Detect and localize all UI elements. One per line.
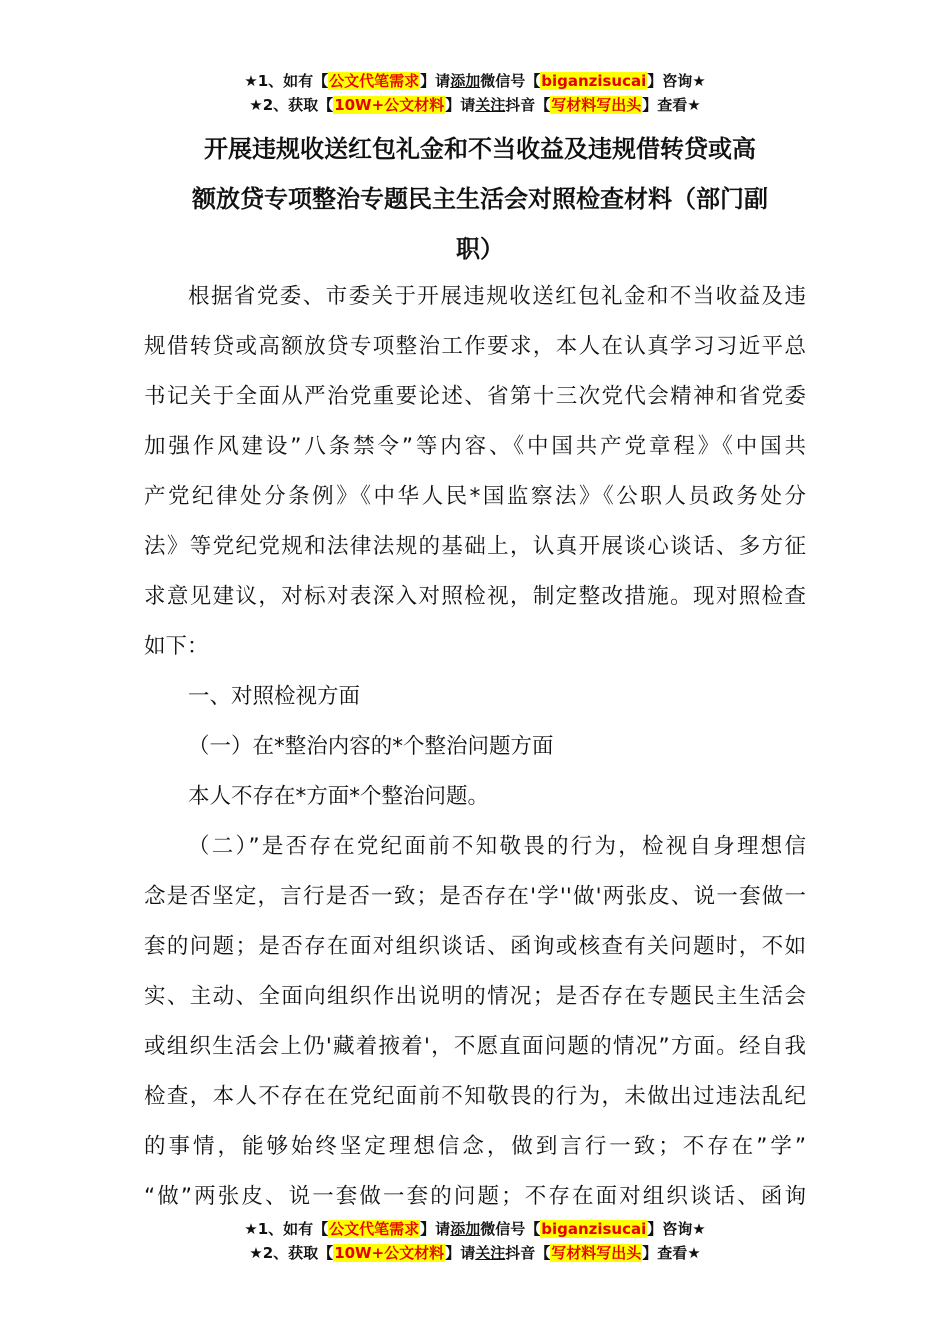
- banner-text: 】请: [420, 1220, 451, 1238]
- banner-text: 抖音【: [505, 96, 551, 114]
- section-heading: 一、对照检视方面: [188, 684, 361, 709]
- banner-text: 】请: [420, 72, 451, 90]
- banner-underlined: 添加: [450, 72, 481, 90]
- body-line: 实、主动、全面向组织作出说明的情况；是否存在专题民主生活会: [144, 984, 806, 1009]
- banner-highlight: 10W+公文材料: [334, 96, 445, 114]
- banner-highlight: 写材料写出头: [551, 96, 642, 114]
- title-line: 额放贷专项整治专题民主生活会对照检查材料（部门副: [192, 185, 768, 213]
- document-title: [165, 124, 795, 274]
- body-line: 求意见建议，对标对表深入对照检视，制定整改措施。现对照检查: [144, 584, 806, 609]
- banner-text: 】咨询★: [647, 72, 706, 90]
- banner-line-2: [0, 93, 950, 117]
- body-line: 书记关于全面从严治党重要论述、省第十三次党代会精神和省党委: [144, 384, 806, 409]
- body-line: 规借转贷或高额放贷专项整治工作要求，本人在认真学习习近平总: [144, 334, 806, 359]
- banner-text: 】查看★: [642, 96, 701, 114]
- header-banner: [0, 69, 950, 117]
- body-line: 念是否坚定，言行是否一致；是否存在'学''做'两张皮、说一套做一: [144, 884, 806, 909]
- banner-text: 】请: [445, 96, 476, 114]
- footer-banner: [0, 1217, 950, 1265]
- banner-text: ★1、如有【: [244, 72, 329, 90]
- banner-line-1: [0, 69, 950, 93]
- banner-underlined: 关注: [475, 96, 506, 114]
- banner-text: 抖音【: [505, 1244, 551, 1262]
- body-line: 检查，本人不存在在党纪面前不知敬畏的行为，未做出过违法乱纪: [144, 1084, 806, 1109]
- banner-text: 】请: [445, 1244, 476, 1262]
- banner-highlight: 写材料写出头: [551, 1244, 642, 1262]
- banner-text: 微信号【: [480, 72, 541, 90]
- body-line: 套的问题；是否存在面对组织谈话、函询或核查有关问题时，不如: [144, 934, 806, 959]
- banner-highlight: 10W+公文材料: [334, 1244, 445, 1262]
- banner-line-2: [0, 1241, 950, 1265]
- banner-highlight: 公文代笔需求: [329, 1220, 420, 1238]
- banner-text: 】咨询★: [647, 1220, 706, 1238]
- banner-text: ★2、获取【: [249, 96, 334, 114]
- banner-text: ★1、如有【: [244, 1220, 329, 1238]
- body-line: 根据省党委、市委关于开展违规收送红包礼金和不当收益及违: [188, 284, 806, 309]
- document-body: [144, 272, 806, 1222]
- title-line: 职）: [456, 235, 504, 263]
- banner-text: ★2、获取【: [249, 1244, 334, 1262]
- body-line: 如下：: [144, 634, 209, 659]
- body-line: 法》等党纪党规和法律法规的基础上，认真开展谈心谈话、多方征: [144, 534, 806, 559]
- body-line: 加强作风建设”八条禁令”等内容、《中国共产党章程》《中国共: [144, 434, 806, 459]
- body-line: 产党纪律处分条例》《中华人民*国监察法》《公职人员政务处分: [144, 484, 806, 509]
- banner-underlined: 关注: [475, 1244, 506, 1262]
- title-line: 开展违规收送红包礼金和不当收益及违规借转贷或高: [204, 135, 756, 163]
- banner-text: 微信号【: [480, 1220, 541, 1238]
- banner-highlight: biganzisucai: [541, 72, 647, 90]
- subsection-heading: （一）在*整治内容的*个整治问题方面: [188, 734, 554, 759]
- body-line: 的事情，能够始终坚定理想信念，做到言行一致；不存在”学”: [144, 1134, 806, 1159]
- body-line: 或组织生活会上仍'藏着掖着'，不愿直面问题的情况”方面。经自我: [144, 1034, 806, 1059]
- body-line: 本人不存在*方面*个整治问题。: [188, 784, 490, 809]
- banner-underlined: 添加: [450, 1220, 481, 1238]
- banner-highlight: biganzisucai: [541, 1220, 647, 1238]
- body-line: （二）”是否存在党纪面前不知敬畏的行为，检视自身理想信: [188, 834, 806, 859]
- body-line: “做”两张皮、说一套做一套的问题；不存在面对组织谈话、函询: [144, 1184, 806, 1209]
- banner-line-1: [0, 1217, 950, 1241]
- banner-text: 】查看★: [642, 1244, 701, 1262]
- banner-highlight: 公文代笔需求: [329, 72, 420, 90]
